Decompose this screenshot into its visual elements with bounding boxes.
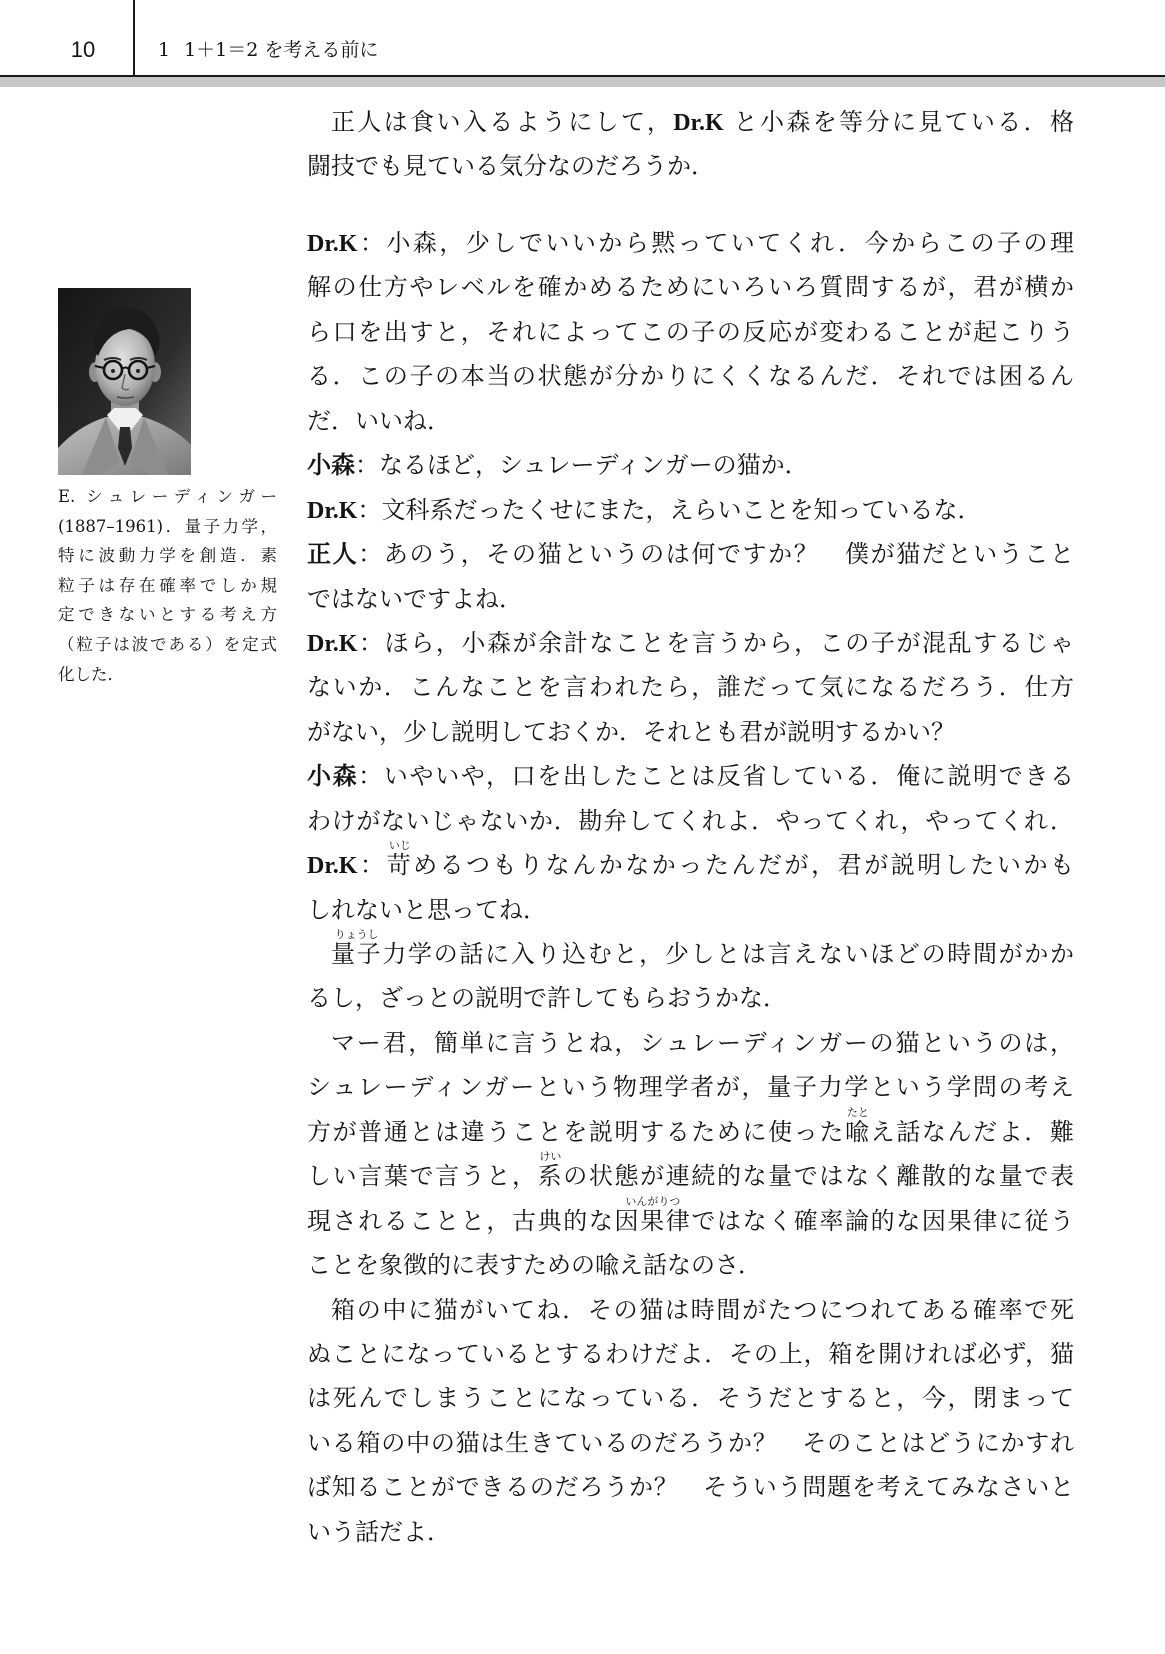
caption-line: 定できないとする考え方 (58, 605, 277, 625)
ruby-reading: いんがりつ (625, 1194, 681, 1208)
chapter-number: 1 (158, 39, 171, 61)
speaker-label: 正人 (307, 540, 359, 569)
text-line: わけがないじゃないか．勘弁してくれよ．やってくれ，やってくれ． (307, 806, 1074, 835)
ruby-base: 苛 (386, 851, 414, 880)
portrait-image (58, 288, 191, 475)
ruby-base: 系 (537, 1162, 564, 1191)
portrait-photo (58, 288, 191, 475)
paragraph-text: 方が普通とは違うことを説明するために使った (307, 1117, 846, 1146)
narration-text: と小森を等分に見ている．格 (723, 108, 1074, 136)
ruby-base: 因果律 (614, 1206, 692, 1235)
caption-line: (1887–1961)．量子力学， (58, 516, 277, 536)
ruby-annotation (845, 1105, 871, 1146)
text-line: るし，ざっとの説明で許してもらおうかな． (307, 984, 787, 1013)
paragraph-text: の状態が連続的な量ではなく離散的な量で表 (563, 1162, 1075, 1191)
eye-right (136, 369, 140, 373)
ruby-annotation (386, 839, 414, 880)
dialogue-text: ：いやいや，口を出したことは反省している．俺に説明できる (358, 762, 1074, 791)
paragraph-first-line (307, 928, 1075, 976)
paragraph-text: え話なんだよ．難 (870, 1117, 1075, 1146)
ruby-reading: たと (846, 1105, 869, 1119)
text-line: ではないですよね． (307, 584, 523, 613)
ruby-reading: けい (539, 1150, 562, 1164)
paragraph-text: 現されることと，古典的な (307, 1206, 615, 1235)
header-band (0, 77, 1165, 87)
caption-line: 特に波動力学を創造．素 (58, 546, 277, 566)
narration-paragraph (307, 100, 1074, 189)
ruby-annotation (614, 1194, 692, 1235)
text-line (307, 1150, 1075, 1198)
dialogue-text: ： (357, 851, 387, 880)
dialogue-line (307, 488, 1074, 532)
text-line: がない，少し説明しておくか．それとも君が説明するかい？ (307, 717, 955, 746)
dialogue-text: ：なるほど， (355, 451, 499, 480)
eye-left (111, 369, 115, 373)
text-line: シュレーディンガーという物理学者が，量子力学という学問の考え (307, 1073, 1074, 1102)
dialogue-line (307, 443, 1074, 487)
text-line: いる箱の中の猫は生きているのだろうか？ そのことはどうにかすれ (307, 1428, 1074, 1457)
text-line: だ．いいね． (307, 406, 451, 435)
paragraph-text: ではなく確率論的な因果律に従う (691, 1206, 1075, 1235)
text-line (307, 1105, 1075, 1154)
dialogue-text: ：ほら，小森が余計なことを言うから，この子が混乱するじゃ (357, 628, 1074, 657)
ruby-reading: りょうし (334, 928, 379, 941)
figure-caption (58, 482, 277, 689)
paragraph-text: しい言葉で言うと， (307, 1162, 538, 1191)
narration-line: 闘技でも見ている気分なのだろうか． (307, 152, 715, 181)
paragraph-first-line: 箱の中に猫がいてね．その猫は時間がたつにつれてある確率で死 (331, 1295, 1074, 1324)
speaker-label: Dr.K (307, 853, 358, 880)
chapter-title: 1＋1＝2 を考える前に (184, 39, 379, 61)
text-line: ら口を出すと，それによってこの子の反応が変わることが起こりう (307, 317, 1074, 346)
dialogue-text: めるつもりなんかなかったんだが，君が説明したいかも (413, 851, 1075, 880)
text-line: しれないと思ってね． (307, 895, 547, 924)
running-header (158, 37, 378, 63)
caption-line: 粒子は存在確率でしか規 (58, 575, 277, 595)
text-line: ぬことになっているとするわけだよ．その上，箱を開ければ必ず，猫 (307, 1339, 1074, 1368)
ruby-annotation (537, 1150, 564, 1191)
dialogue-text: ：小森，少しでいいから黙っていてくれ．今からこの子の理 (357, 229, 1074, 257)
text-line (307, 1194, 1075, 1243)
ruby-annotation (331, 928, 383, 968)
dialogue-text: ：あのう，その猫というのは何ですか？ 僕が猫だということ (358, 540, 1075, 569)
header-divider (133, 0, 135, 76)
ruby-reading: いじ (388, 839, 411, 853)
speaker-label: Dr.K (307, 497, 358, 524)
narration-text: 正人は食い入るようにして， (331, 108, 674, 136)
caption-line: E. シュレーディンガー (58, 487, 277, 506)
ruby-base: 喩 (845, 1117, 871, 1146)
name-dr-k: Dr.K (673, 110, 724, 136)
text-line: る．この子の本当の状態が分かりにくくなるんだ．それでは困るん (307, 362, 1074, 391)
text-line: ば知ることができるのだろうか？ そういう問題を考えてみなさいと (307, 1473, 1074, 1502)
emphasized-term: シュレーディンガーの猫 (499, 451, 761, 480)
text-line: いう話だよ． (307, 1517, 451, 1546)
dialogue-line (307, 754, 1074, 798)
dialogue-line (307, 221, 1074, 265)
dialogue-text: か． (760, 451, 809, 480)
text-line: は死んでしまうことになっている．そうだとすると，今，閉まって (307, 1384, 1074, 1413)
caption-line: 化した． (58, 664, 124, 684)
ruby-base: 量子 (331, 940, 383, 968)
dialogue-text: ：文科系だったくせにまた，えらいことを知っているな． (357, 495, 982, 524)
dialogue-line (307, 621, 1074, 665)
text-line: 解の仕方やレベルを確かめるためにいろいろ質問するが，君が横か (307, 273, 1074, 302)
dialogue-section (307, 221, 1074, 1554)
dialogue-line (307, 839, 1075, 887)
text-line: ことを象徴的に表すための喩え話なのさ． (307, 1251, 763, 1280)
narration-line (307, 100, 1074, 144)
speaker-label: 小森 (307, 451, 355, 480)
speaker-label: Dr.K (307, 630, 358, 657)
paragraph-first-line: マー君，簡単に言うとね，シュレーディンガーの猫というのは， (331, 1028, 1074, 1057)
text-line: ないか．こんなことを言われたら，誰だって気になるだろう．仕方 (307, 673, 1074, 702)
speaker-label: Dr.K (307, 231, 358, 257)
paragraph-text: 力学の話に入り込むと，少しとは言えないほどの時間がかか (382, 940, 1075, 968)
page-number: 10 (70, 37, 96, 62)
dialogue-line (307, 532, 1074, 576)
speaker-label: 小森 (307, 762, 359, 791)
caption-line: （粒子は波である）を定式 (58, 634, 277, 654)
